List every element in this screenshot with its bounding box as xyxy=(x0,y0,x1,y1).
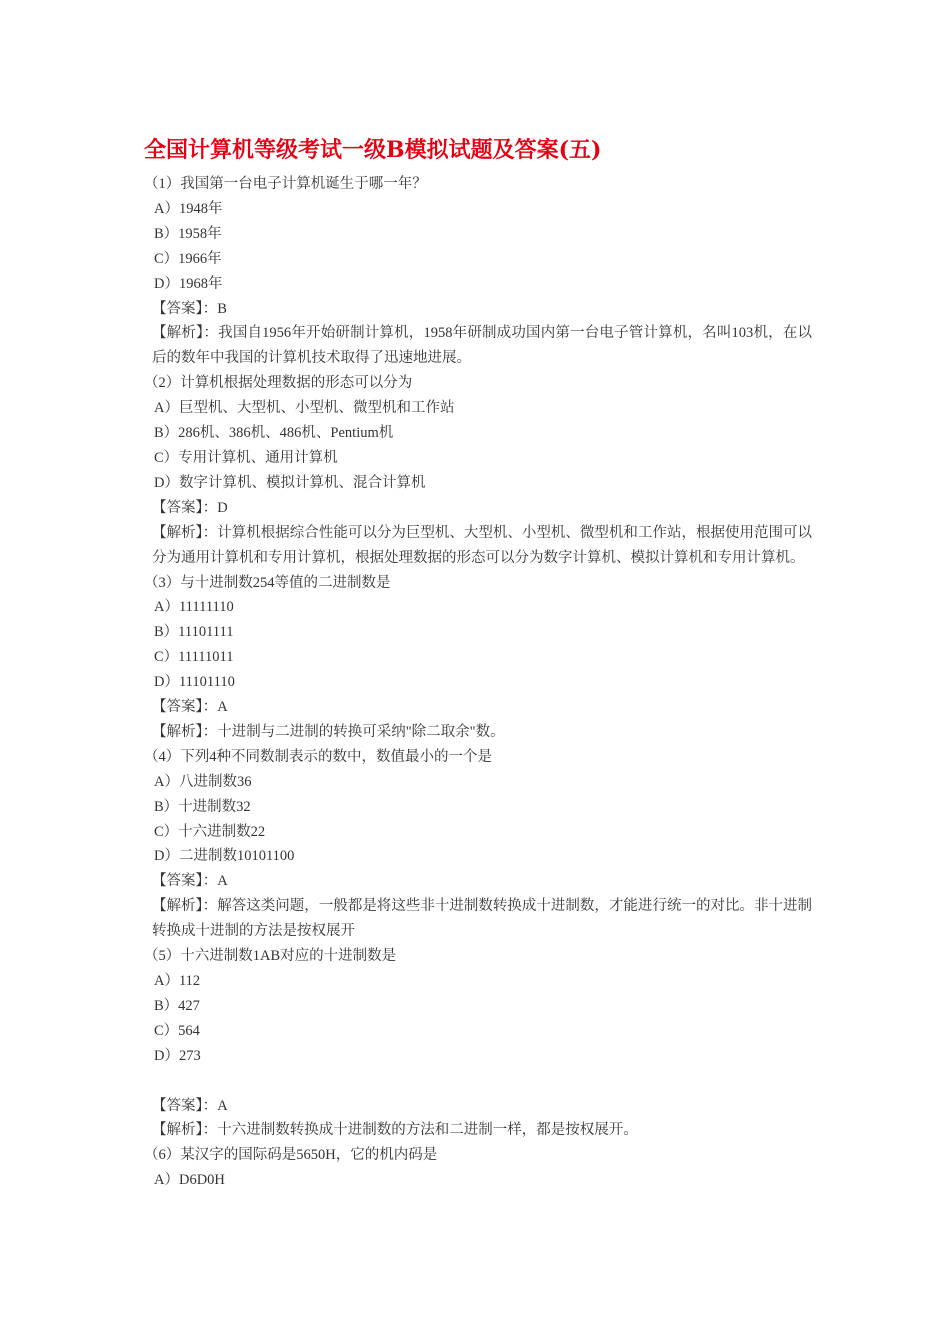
question-option: D）1968年 xyxy=(154,275,223,292)
question-stem: （3）与十进制数254等值的二进制数是 xyxy=(144,574,391,591)
question-option: A）11111110 xyxy=(154,599,234,616)
question-option: C）11111011 xyxy=(154,649,234,666)
blank-line xyxy=(144,1069,812,1094)
question-answer: 【答案】：A xyxy=(152,873,228,890)
question-option: B）1958年 xyxy=(154,225,222,242)
question-stem: （6）某汉字的国际码是5650H，它的机内码是 xyxy=(144,1147,438,1164)
question-answer: 【答案】：B xyxy=(152,300,227,317)
question-option: B）286机、386机、486机、Pentium机 xyxy=(154,425,394,442)
question-option: A）八进制数36 xyxy=(154,773,252,790)
question-option: B）427 xyxy=(154,997,200,1014)
question-option: D）11101110 xyxy=(154,674,235,691)
question-stem: （5）十六进制数1AB对应的十进制数是 xyxy=(144,948,397,965)
question-option: B）11101111 xyxy=(154,624,234,641)
question-option: A）D6D0H xyxy=(154,1172,225,1189)
question-explanation: 【解析】：计算机根据综合性能可以分为巨型机、大型机、小型机、微型机和工作站，根据使用范围可以分为通用计算机和专用计算机，根据处理数据的形态可以分为数字计算机、模拟计算机和专用计算机。 xyxy=(152,524,812,566)
question-stem: （4）下列4种不同数制表示的数中，数值最小的一个是 xyxy=(144,748,492,765)
question-option: C）564 xyxy=(154,1022,200,1039)
question-option: D）273 xyxy=(154,1047,201,1064)
document-page xyxy=(144,130,812,1193)
question-option: A）112 xyxy=(154,973,201,989)
question-answer: 【答案】：A xyxy=(152,1097,228,1114)
question-option: D）数字计算机、模拟计算机、混合计算机 xyxy=(154,474,426,491)
question-answer: 【答案】：A xyxy=(152,699,228,716)
question-option: B）十进制数32 xyxy=(154,798,251,815)
question-stem: （1）我国第一台电子计算机诞生于哪一年？ xyxy=(144,176,427,192)
document-title: 全国计算机等级考试一级B模拟试题及答案(五) xyxy=(144,137,602,163)
question-explanation: 【解析】：十六进制数转换成十进制数的方法和二进制一样，都是按权展开。 xyxy=(152,1122,638,1139)
question-option: C）专用计算机、通用计算机 xyxy=(154,449,338,466)
question-explanation: 【解析】：解答这类问题，一般都是将这些非十进制数转换成十进制数，才能进行统一的对比。非十进制转换成十进制的方法是按权展开 xyxy=(152,898,812,940)
question-option: A）1948年 xyxy=(154,200,223,217)
question-stem: （2）计算机根据处理数据的形态可以分为 xyxy=(144,375,413,392)
question-option: C）1966年 xyxy=(154,250,222,267)
question-option: C）十六进制数22 xyxy=(154,823,266,840)
question-explanation: 【解析】：十进制与二进制的转换可采纳"除二取余"数。 xyxy=(152,723,505,740)
question-explanation: 【解析】：我国自1956年开始研制计算机，1958年研制成功国内第一台电子管计算机，名叫103机，在以后的数年中我国的计算机技术取得了迅速地进展。 xyxy=(152,325,812,367)
question-answer: 【答案】：D xyxy=(152,499,228,516)
question-option: A）巨型机、大型机、小型机、微型机和工作站 xyxy=(154,400,455,417)
question-option: D）二进制数10101100 xyxy=(154,848,295,865)
